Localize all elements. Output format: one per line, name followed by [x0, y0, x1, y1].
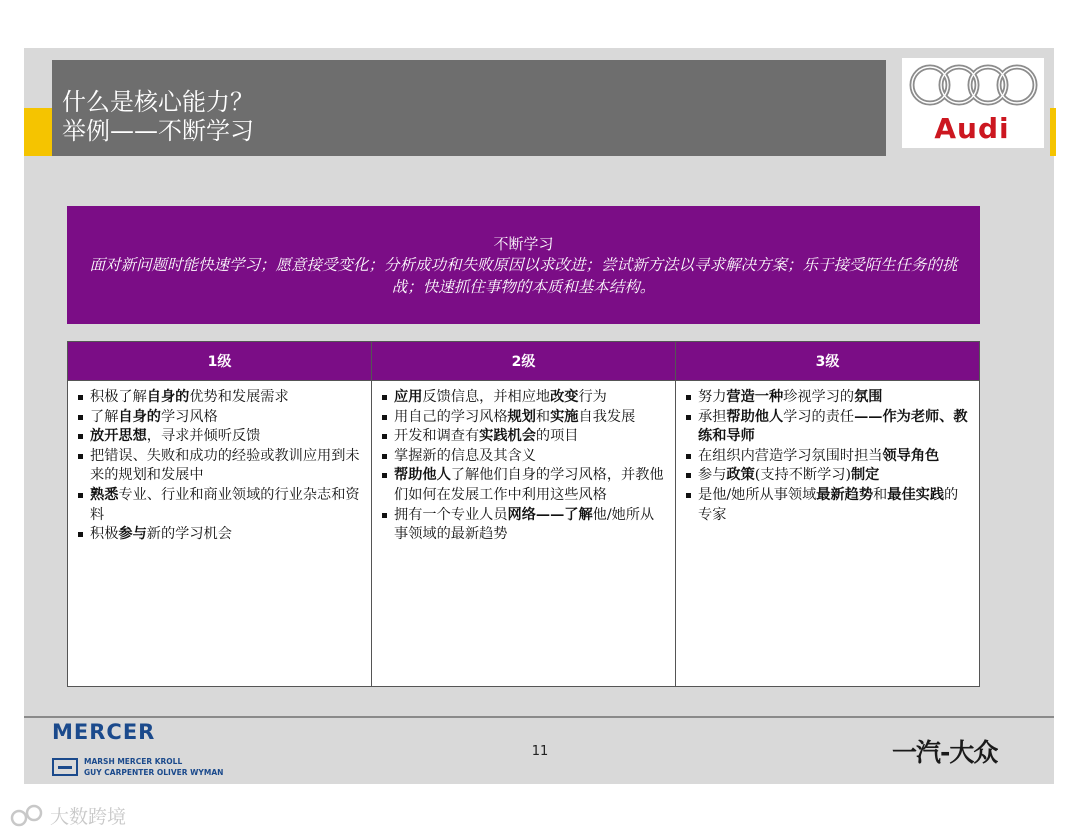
item-text-segment: 努力 — [698, 389, 727, 405]
item-text-segment: 是他/她所从事领域 — [698, 486, 817, 503]
mercer-mark-icon — [52, 758, 78, 776]
item-text-segment: 实践机会 — [479, 428, 536, 445]
audi-logo — [902, 58, 1044, 148]
definition-box — [67, 206, 980, 324]
item-text-segment: 把错误、失败和成功的经验或教训应用到未来的规划和发展中 — [90, 447, 360, 484]
title-line-2: 举例——不断学习 — [62, 117, 254, 145]
level-1-column — [68, 342, 372, 686]
level-3-item — [686, 466, 971, 486]
level-1-item — [78, 408, 363, 428]
level-1-item — [78, 427, 363, 447]
item-text-segment: 规划 — [507, 408, 536, 425]
item-text-segment: ——作为老师、教练和导师 — [698, 408, 968, 445]
item-text-segment: 的专家 — [698, 486, 959, 523]
item-text-segment: 掌握新的信息及其含义 — [394, 447, 536, 464]
item-text-segment: 用自己的学习风格 — [394, 408, 508, 425]
item-text-segment: 积极 — [90, 526, 119, 543]
level-2-item — [382, 408, 667, 428]
item-text-segment: 参与 — [698, 467, 727, 484]
item-text-segment: 应用 — [394, 389, 423, 405]
item-text-segment: 积极了解 — [90, 389, 147, 405]
level-2-header: 2级 — [372, 342, 675, 381]
mercer-sub-logo — [52, 756, 252, 782]
faw-vw-logo: 一汽-大众 — [892, 738, 998, 767]
level-2-list — [382, 388, 667, 545]
item-text-segment: 行为 — [578, 389, 607, 405]
level-2-column — [372, 342, 676, 686]
page-number: 11 — [531, 744, 549, 759]
item-text-segment: 他/她所从事领域的最新趋势 — [394, 506, 655, 543]
level-3-item — [686, 388, 971, 408]
item-text-segment: ，寻求并倾听反馈 — [146, 428, 261, 445]
level-2-item — [382, 447, 667, 467]
item-text-segment: 专业、行业和商业领域的行业杂志和资料 — [90, 486, 360, 523]
item-text-segment: 帮助他人 — [394, 467, 451, 484]
level-1-header: 1级 — [68, 342, 371, 381]
item-text-segment: 自身的 — [146, 389, 190, 405]
item-text-segment: 和 — [535, 408, 551, 425]
item-text-segment: 领导角色 — [882, 447, 940, 464]
levels-table — [67, 341, 980, 687]
watermark-infinity-icon — [8, 803, 46, 829]
level-3-item — [686, 408, 971, 447]
level-2-item — [382, 427, 667, 447]
item-text-segment: 在组织内营造学习氛围时担当 — [698, 447, 883, 464]
item-text-segment: 反馈信息，并相应地 — [422, 389, 551, 405]
level-1-item — [78, 388, 363, 408]
level-1-item — [78, 486, 363, 525]
item-text-segment: 政策 — [726, 467, 755, 484]
audi-wordmark: Audi — [934, 112, 1010, 145]
definition-heading: 不断学习 — [493, 235, 554, 253]
level-3-item — [686, 486, 971, 525]
item-text-segment: 学习风格 — [160, 408, 218, 425]
item-text-segment: 优势和发展需求 — [189, 389, 289, 405]
definition-text: 面对新问题时能快速学习；愿意接受变化；分析成功和失败原因以求改进；尝试新方法以寻求解决方案；乐于接受陌生任务的挑战；快速抓住事物的本质和基本结构。 — [89, 256, 958, 296]
item-text-segment: (支持不断学习) — [754, 467, 851, 484]
item-text-segment: 改变 — [550, 389, 579, 405]
item-text-segment: 开发和调查有 — [394, 428, 480, 445]
item-text-segment: 制定 — [850, 467, 880, 484]
item-text-segment: 自身的 — [118, 408, 161, 425]
item-text-segment: 承担 — [698, 408, 727, 425]
footer-divider — [24, 716, 1054, 718]
item-text-segment: 了解他们自身的学习风格，并教他们如何在发展工作中利用这些风格 — [394, 467, 664, 503]
audi-rings-icon — [908, 62, 1040, 108]
item-text-segment: 学习的责任 — [783, 408, 855, 425]
level-3-item — [686, 447, 971, 467]
item-text-segment: 自我发展 — [578, 408, 636, 425]
item-text-segment: 网络——了解 — [507, 506, 593, 523]
item-text-segment: 的项目 — [535, 428, 579, 445]
level-1-item — [78, 525, 363, 545]
item-text-segment: 最新趋势 — [816, 486, 874, 503]
watermark-text: 大数跨境 — [50, 806, 127, 828]
item-text-segment: 帮助他人 — [726, 408, 784, 425]
item-text-segment: 氛围 — [854, 389, 883, 405]
level-2-item — [382, 388, 667, 408]
mercer-logo: MERCER — [52, 720, 156, 744]
item-text-segment: 拥有一个专业人员 — [394, 506, 508, 523]
level-3-header: 3级 — [676, 342, 979, 381]
item-text-segment: 珍视学习的 — [783, 389, 855, 405]
item-text-segment: 放开思想 — [90, 428, 147, 445]
watermark — [8, 802, 126, 829]
level-3-list — [686, 388, 971, 525]
title-accent-bar — [24, 108, 52, 156]
item-text-segment: 和 — [873, 486, 888, 503]
title-line-1: 什么是核心能力？ — [62, 88, 254, 116]
item-text-segment: 新的学习机会 — [146, 526, 232, 543]
mercer-sub-line-2: GUY CARPENTER OLIVER WYMAN — [84, 768, 224, 777]
item-text-segment: 熟悉 — [90, 486, 119, 503]
item-text-segment: 营造一种 — [726, 389, 784, 405]
level-2-item — [382, 506, 667, 545]
mercer-sub-line-1: MARSH MERCER KROLL — [84, 757, 183, 766]
level-1-item — [78, 447, 363, 486]
item-text-segment: 参与 — [118, 526, 147, 543]
item-text-segment: 最佳实践 — [887, 486, 945, 503]
level-2-item — [382, 466, 667, 505]
right-accent-bar — [1050, 108, 1056, 156]
item-text-segment: 实施 — [550, 408, 579, 425]
page-title — [62, 88, 254, 146]
level-1-list — [78, 388, 363, 545]
item-text-segment: 了解 — [90, 408, 119, 425]
level-3-column — [676, 342, 979, 686]
